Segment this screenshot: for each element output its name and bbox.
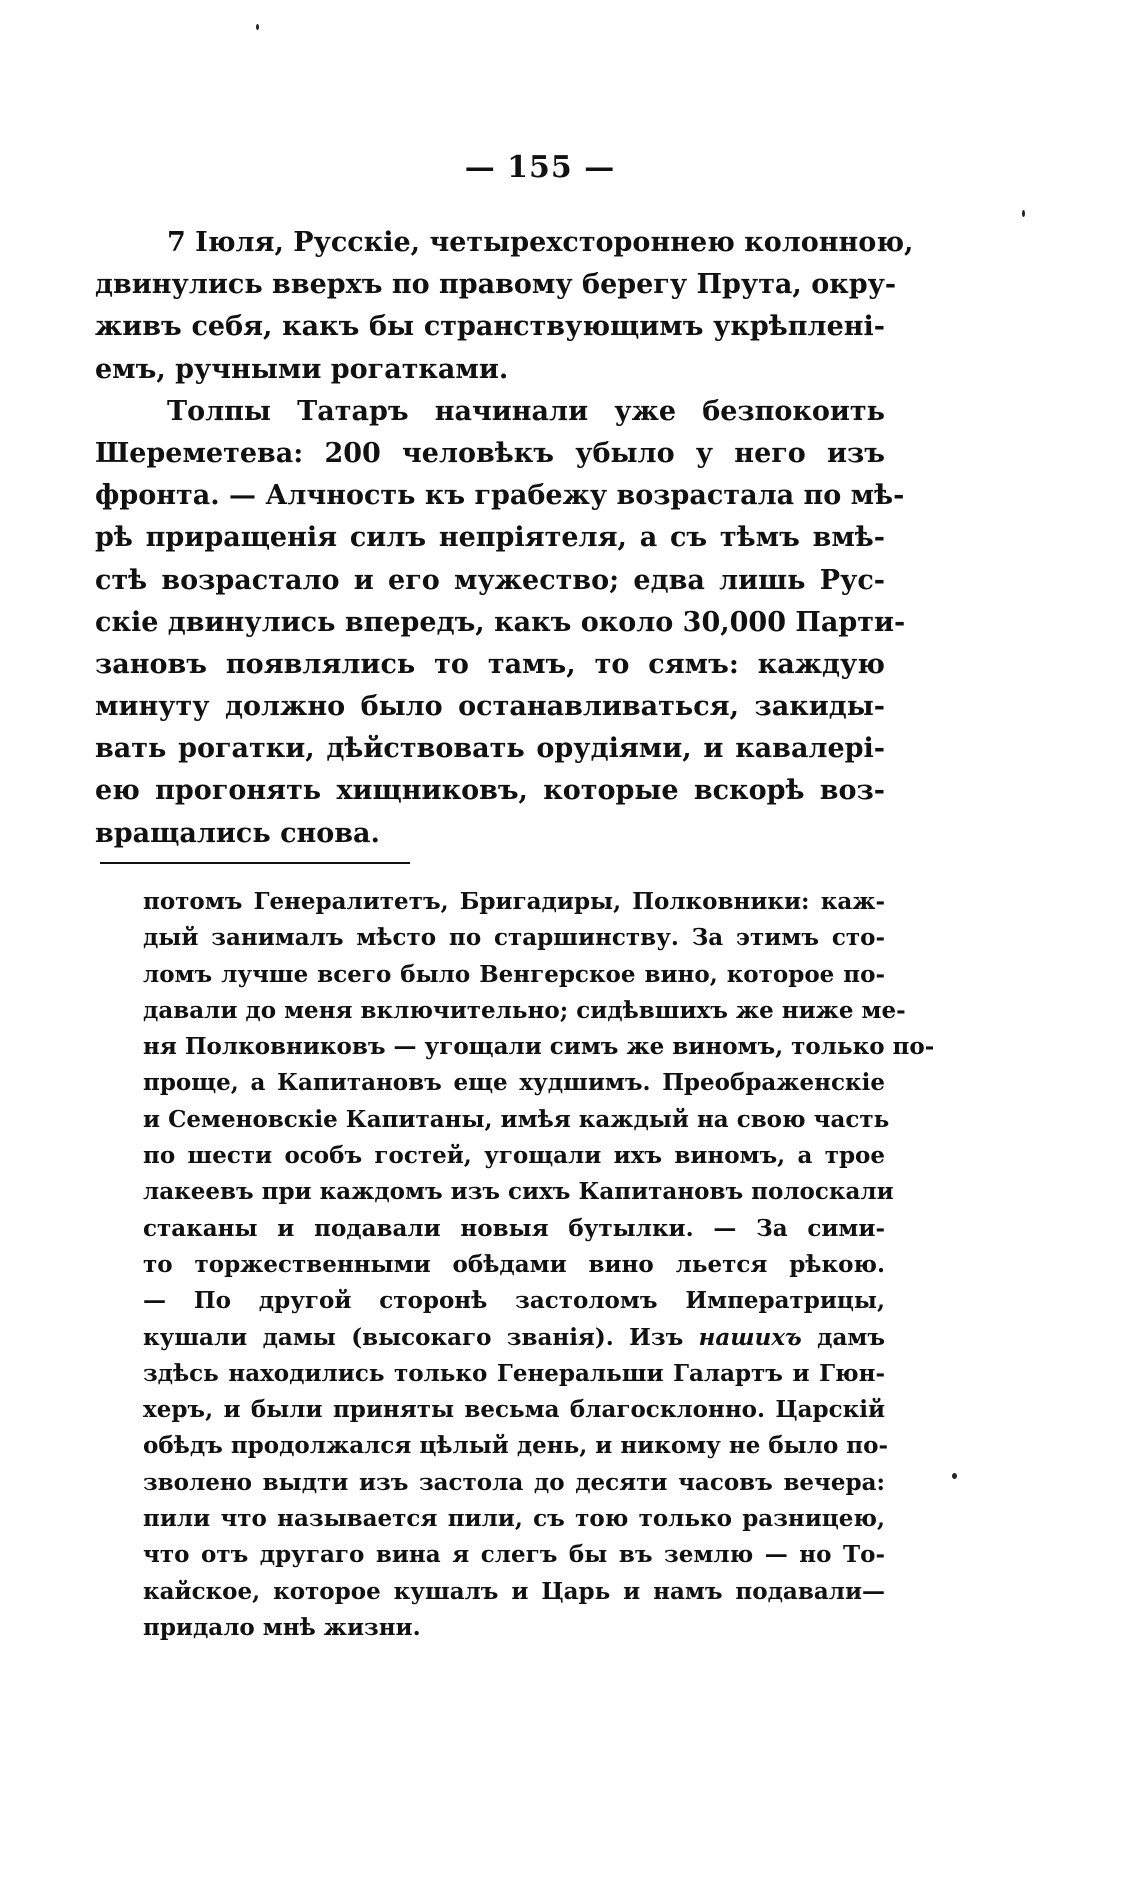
footnote-line: и Семеновскіе Капитаны, имѣя каждый на свою часть	[143, 1105, 890, 1133]
footnote-line: по шести особъ гостей, угощали ихъ виномъ, а трое	[143, 1142, 885, 1170]
footnote-line: дый занималъ мѣсто по старшинству. За этимъ сто-	[143, 924, 885, 952]
footnote-line: что отъ другаго вина я слегъ бы въ землю — но То-	[143, 1541, 885, 1569]
main-text	[95, 222, 914, 855]
footnote-line: ломъ лучше всего было Венгерское вино, которое по-	[143, 960, 885, 988]
scan-speck	[256, 24, 259, 30]
footnote-line: — По другой сторонѣ застоломъ Императрицы,	[143, 1287, 885, 1315]
footnote-line: ня Полковниковъ — угощали симъ же виномъ, только по-	[143, 1033, 935, 1061]
text-line: стѣ возрастало и его мужество; едва лишь Рус-	[95, 564, 885, 596]
footnote-line: стаканы и подавали новыя бутылки. — За сими-	[143, 1214, 885, 1242]
footnote-line: лакеевъ при каждомъ изъ сихъ Капитановъ полоскали	[143, 1178, 894, 1206]
text-line: минуту должно было останавливаться, закиды-	[95, 691, 885, 723]
footnote-line: пили что называется пили, съ тою только разницею,	[143, 1505, 885, 1533]
text-line: ею прогонять хищниковъ, которые вскорѣ воз-	[95, 775, 885, 807]
text-line: Шереметева: 200 человѣкъ убыло у него изъ	[95, 437, 885, 469]
footnote-line-with-italic	[143, 1320, 885, 1356]
scan-speck	[1022, 210, 1025, 217]
text-line: емъ, ручными рогатками.	[95, 353, 509, 385]
footnote-line: придало мнѣ жизни.	[143, 1613, 421, 1641]
footnote-line: зволено выдти изъ застола до десяти часовъ вечера:	[143, 1468, 885, 1496]
footnote-line: проще, а Капитановъ еще худшимъ. Преображенскіе	[143, 1069, 885, 1097]
text-line: скіе двинулись впередъ, какъ около 30,000 Парти-	[95, 606, 906, 638]
footnote-text: дамъ	[817, 1323, 886, 1351]
footnote-line: херъ, и были приняты весьма благосклонно. Царскій	[143, 1396, 885, 1424]
footnote-text: кушали дамы (высокаго званія). Изъ	[143, 1323, 684, 1351]
text-line: зановъ появлялись то тамъ, то сямъ: каждую	[95, 648, 885, 680]
footnote	[143, 884, 935, 1646]
text-line: 7 Іюля, Русскіе, четырехстороннею колонною,	[167, 227, 914, 258]
text-line: живъ себя, какъ бы странствующимъ укрѣпленi-	[95, 311, 885, 343]
text-line: фронта. — Алчность къ грабежу возрастала по мѣ-	[95, 480, 905, 512]
text-line: вать рогатки, дѣйствовать орудіями, и кавалері-	[95, 733, 885, 765]
footnote-line: давали до меня включительно; сидѣвшихъ же ниже ме-	[143, 996, 906, 1024]
footnote-italic-word: нашихъ	[698, 1323, 802, 1351]
footnote-line: здѣсь находились только Генеральши Галартъ и Гюн-	[143, 1359, 885, 1387]
footnote-line: кайское, которое кушалъ и Царь и намъ подавали—	[143, 1577, 885, 1605]
scan-speck	[952, 1473, 957, 1479]
footnote-divider	[100, 862, 410, 864]
text-line: Толпы Татаръ начинали уже безпокоить	[167, 395, 885, 427]
footnote-line: обѣдъ продолжался цѣлый день, и никому не было по-	[143, 1432, 889, 1460]
text-line: вращались снова.	[95, 817, 380, 849]
text-line: двинулись вверхъ по правому берегу Прута, окру-	[95, 269, 897, 301]
footnote-line: то торжественными обѣдами вино льется рѣкою.	[143, 1250, 885, 1278]
paragraph-1	[95, 222, 914, 391]
page-number: — 155 —	[464, 150, 616, 185]
paragraph-2	[95, 391, 906, 855]
text-line: рѣ приращенія силъ непріятеля, а съ тѣмъ вмѣ-	[95, 522, 885, 554]
footnote-line: потомъ Генералитетъ, Бригадиры, Полковники: каж-	[143, 888, 885, 915]
